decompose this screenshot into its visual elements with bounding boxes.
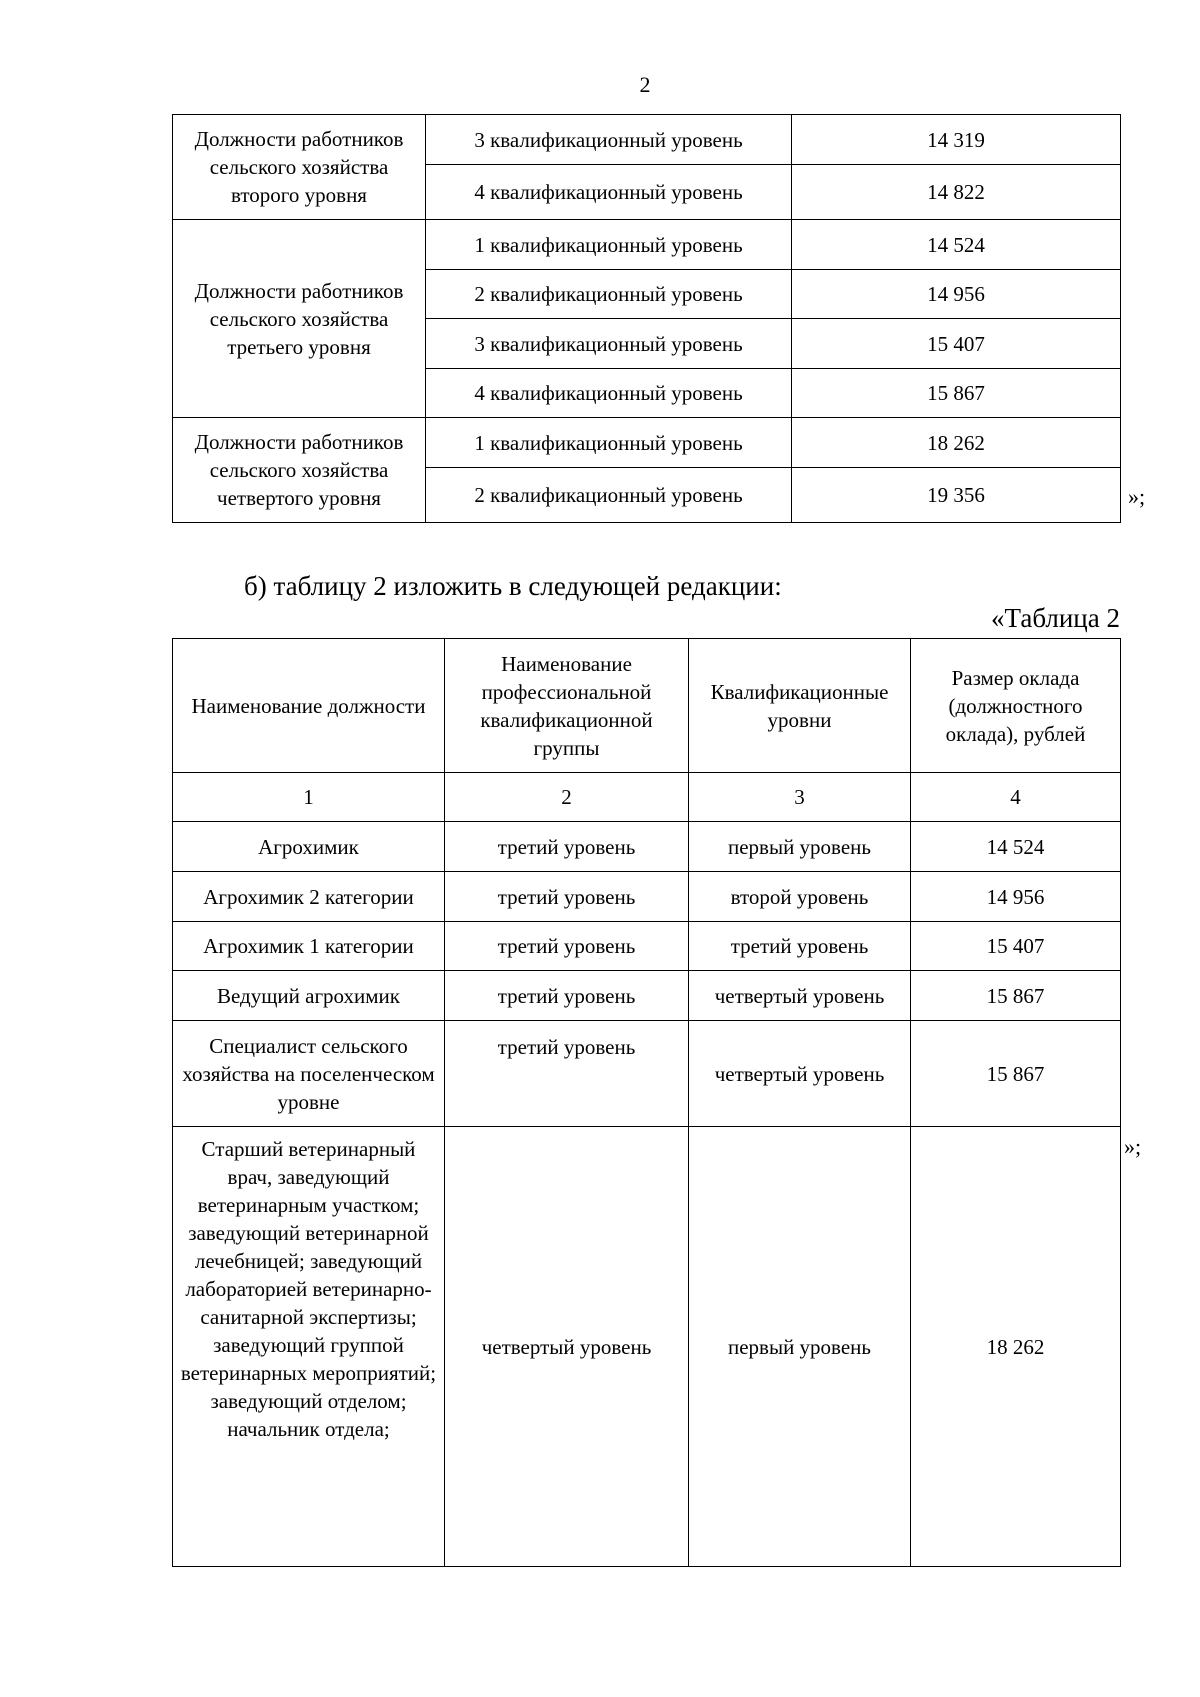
- closing-quote-mark: »;: [1124, 1134, 1142, 1159]
- level-cell: первый уровень: [689, 1127, 911, 1567]
- column-number: 2: [445, 773, 689, 822]
- salary-cell: 14 956: [792, 270, 1121, 319]
- position-cell: Агрохимик 2 категории: [173, 872, 445, 922]
- table-header-row: [173, 639, 1121, 773]
- table-caption: «Таблица 2: [991, 603, 1120, 633]
- positions-salary-table: [172, 638, 1121, 1567]
- page-number: 2: [639, 72, 651, 97]
- table-row: [173, 115, 1121, 165]
- column-number: 1: [173, 773, 445, 822]
- group-cell: четвертый уровень: [445, 1127, 689, 1567]
- position-cell: Агрохимик 1 категории: [173, 922, 445, 971]
- position-cell: Ведущий агрохимик: [173, 971, 445, 1021]
- column-header: Квалификационные уровни: [689, 639, 911, 773]
- level-cell: третий уровень: [689, 922, 911, 971]
- salary-cell: 18 262: [792, 418, 1121, 468]
- column-number-row: [173, 773, 1121, 822]
- salary-cell: 14 524: [911, 822, 1121, 872]
- table-row: [173, 1021, 1121, 1127]
- column-header: Наименование должности: [173, 639, 445, 773]
- level-cell: четвертый уровень: [689, 971, 911, 1021]
- table-row: [173, 872, 1121, 922]
- qualification-level-cell: 2 квалификационный уровень: [426, 270, 792, 319]
- group-cell: третий уровень: [445, 822, 689, 872]
- level-cell: первый уровень: [689, 822, 911, 872]
- column-number: 4: [911, 773, 1121, 822]
- qualification-level-cell: 1 квалификационный уровень: [426, 220, 792, 270]
- table-row: [173, 220, 1121, 270]
- salary-cell: 15 407: [792, 319, 1121, 369]
- amendment-instruction: б) таблицу 2 изложить в следующей редакции:: [244, 571, 782, 601]
- qualification-level-cell: 1 квалификационный уровень: [426, 418, 792, 468]
- level-cell: четвертый уровень: [689, 1021, 911, 1127]
- salary-cell: 14 822: [792, 165, 1121, 220]
- salary-cell: 14 524: [792, 220, 1121, 270]
- qualification-level-cell: 3 квалификационный уровень: [426, 115, 792, 165]
- table-row: [173, 922, 1121, 971]
- salary-cell: 18 262: [911, 1127, 1121, 1567]
- position-cell: Агрохимик: [173, 822, 445, 872]
- group-cell: третий уровень: [445, 971, 689, 1021]
- closing-quote-mark: »;: [1128, 484, 1146, 509]
- qualification-level-cell: 4 квалификационный уровень: [426, 165, 792, 220]
- salary-table-continuation: [172, 114, 1121, 523]
- qualification-level-cell: 4 квалификационный уровень: [426, 369, 792, 418]
- salary-cell: 19 356: [792, 468, 1121, 523]
- salary-cell: 15 407: [911, 922, 1121, 971]
- group-name-cell: Должности работников сельского хозяйства третьего уровня: [173, 220, 426, 418]
- group-name-cell: Должности работников сельского хозяйства второго уровня: [173, 115, 426, 220]
- group-cell: третий уровень: [445, 872, 689, 922]
- qualification-level-cell: 2 квалификационный уровень: [426, 468, 792, 523]
- column-number: 3: [689, 773, 911, 822]
- table-row: [173, 822, 1121, 872]
- group-name-cell: Должности работников сельского хозяйства четвертого уровня: [173, 418, 426, 523]
- level-cell: второй уровень: [689, 872, 911, 922]
- salary-cell: 14 956: [911, 872, 1121, 922]
- salary-cell: 15 867: [911, 1021, 1121, 1127]
- table-row: [173, 1127, 1121, 1567]
- group-cell: третий уровень: [445, 922, 689, 971]
- salary-cell: 15 867: [911, 971, 1121, 1021]
- salary-cell: 15 867: [792, 369, 1121, 418]
- group-cell: третий уровень: [445, 1021, 689, 1127]
- table-row: [173, 418, 1121, 468]
- qualification-level-cell: 3 квалификационный уровень: [426, 319, 792, 369]
- salary-cell: 14 319: [792, 115, 1121, 165]
- column-header: Наименование профессиональной квалификационной группы: [445, 639, 689, 773]
- position-cell: Старший ветеринарный врач, заведующий ветеринарным участком; заведующий ветеринарной лечебницей; заведующий лабораторией ветеринарно-санитарной экспертизы; заведующий группой ветеринарных мероприятий; заведующий отделом; начальник отдела;: [173, 1127, 445, 1567]
- table-row: [173, 971, 1121, 1021]
- position-cell: Специалист сельского хозяйства на поселенческом уровне: [173, 1021, 445, 1127]
- column-header: Размер оклада (должностного оклада), рублей: [911, 639, 1121, 773]
